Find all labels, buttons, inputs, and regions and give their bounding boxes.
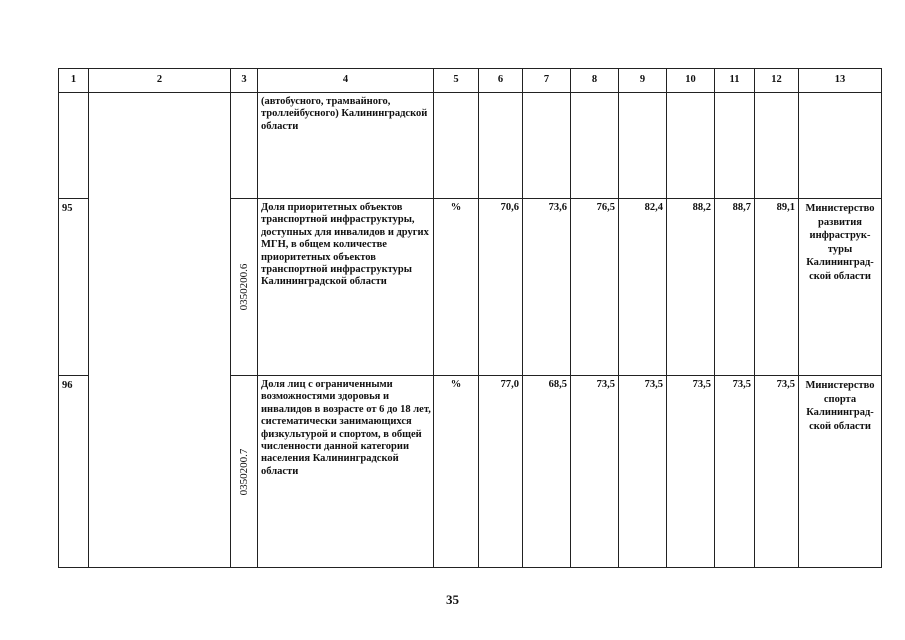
value-cell: 76,5 xyxy=(571,199,619,376)
value-cell: 68,5 xyxy=(523,376,571,568)
header-cell: 5 xyxy=(434,69,479,93)
value-cell xyxy=(479,93,523,199)
value-cell: 88,7 xyxy=(715,199,755,376)
value-cell xyxy=(667,93,715,199)
header-cell: 11 xyxy=(715,69,755,93)
header-cell: 6 xyxy=(479,69,523,93)
table-row xyxy=(59,93,882,199)
value-cell: 73,5 xyxy=(755,376,799,568)
code-cell xyxy=(231,376,258,568)
value-cell: 73,6 xyxy=(523,199,571,376)
value-cell xyxy=(715,93,755,199)
value-cell: 70,6 xyxy=(479,199,523,376)
value-cell xyxy=(523,93,571,199)
unit-cell xyxy=(434,93,479,199)
header-cell: 1 xyxy=(59,69,89,93)
value-cell xyxy=(571,93,619,199)
indicator-description: (автобусного, трамвайного, троллейбусного) Калининградской области xyxy=(258,93,434,199)
indicator-description: Доля приоритетных объектов транспортной инфраструктуры, доступных для инвалидов и других МГН, в общем количестве приоритетных объектов транспортной инфраструктуры Калининградской области xyxy=(258,199,434,376)
header-cell: 12 xyxy=(755,69,799,93)
header-cell: 3 xyxy=(231,69,258,93)
indicator-code: 0350200.6 xyxy=(237,263,250,311)
indicator-description: Доля лиц с ограниченными возможностями здоровья и инвалидов в возрасте от 6 до 18 лет, систематически занимающихся физкультурой и спортом, в общей численности данной категории населения Калининградской области xyxy=(258,376,434,568)
value-cell: 82,4 xyxy=(619,199,667,376)
indicator-code: 0350200.7 xyxy=(237,448,250,495)
row-number xyxy=(59,93,89,199)
value-cell: 88,2 xyxy=(667,199,715,376)
code-cell xyxy=(231,199,258,376)
unit-cell: % xyxy=(434,199,479,376)
page-number: 35 xyxy=(446,592,459,607)
group-cell xyxy=(89,93,231,199)
code-cell xyxy=(231,93,258,199)
header-cell: 13 xyxy=(799,69,882,93)
value-cell: 73,5 xyxy=(715,376,755,568)
group-cell xyxy=(89,376,231,568)
header-cell: 8 xyxy=(571,69,619,93)
row-number: 95 xyxy=(59,199,89,376)
header-cell: 2 xyxy=(89,69,231,93)
value-cell: 77,0 xyxy=(479,376,523,568)
header-cell: 10 xyxy=(667,69,715,93)
value-cell: 73,5 xyxy=(571,376,619,568)
value-cell xyxy=(619,93,667,199)
indicators-table xyxy=(58,68,882,568)
responsible-cell: Министерство развития инфраструк-туры Калининград-ской области xyxy=(799,199,882,376)
header-cell: 9 xyxy=(619,69,667,93)
value-cell: 73,5 xyxy=(667,376,715,568)
group-cell xyxy=(89,199,231,376)
header-cell: 7 xyxy=(523,69,571,93)
row-number: 96 xyxy=(59,376,89,568)
value-cell: 89,1 xyxy=(755,199,799,376)
value-cell xyxy=(755,93,799,199)
unit-cell: % xyxy=(434,376,479,568)
table-row xyxy=(59,199,882,376)
header-cell: 4 xyxy=(258,69,434,93)
responsible-cell: Министерство спорта Калининград-ской области xyxy=(799,376,882,568)
value-cell: 73,5 xyxy=(619,376,667,568)
responsible-cell xyxy=(799,93,882,199)
header-row xyxy=(59,69,882,93)
table-row xyxy=(59,376,882,568)
